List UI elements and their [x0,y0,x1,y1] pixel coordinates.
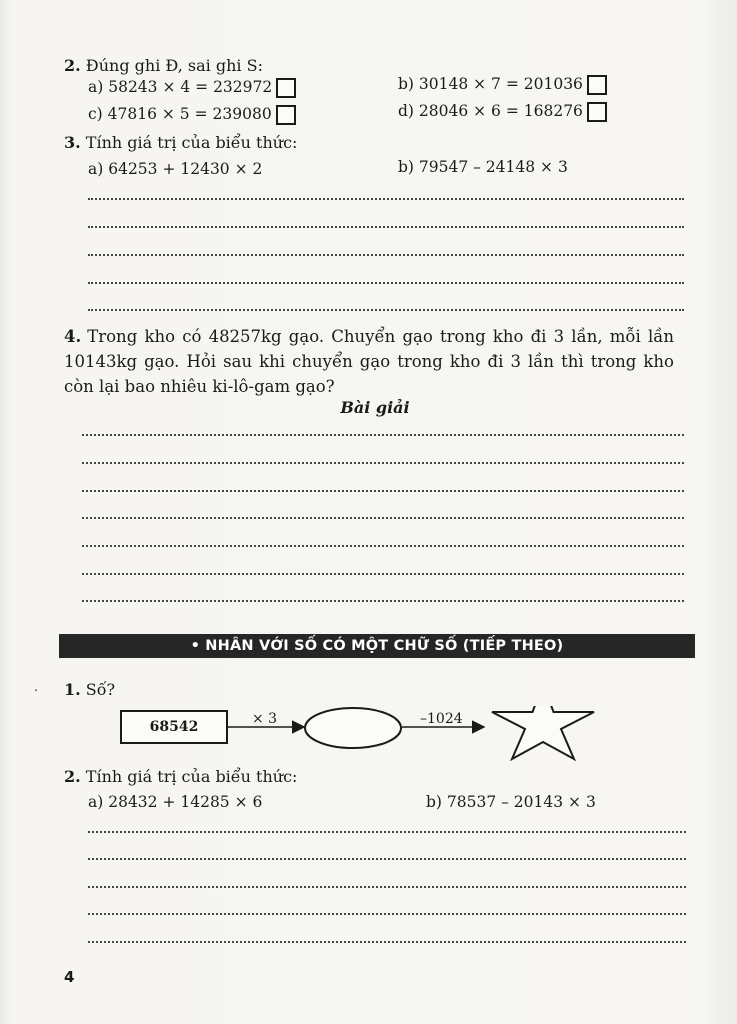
answer-line[interactable] [88,913,686,915]
answer-line[interactable] [88,858,686,860]
question-2a [88,77,296,98]
question-2c [88,104,296,125]
answer-line[interactable] [82,600,684,602]
question-2b-text: b) 30148 × 7 = 201036 [398,75,583,93]
question-3-heading [64,133,297,153]
answer-box-2b[interactable] [587,75,607,95]
answer-line[interactable] [88,254,684,256]
answer-line[interactable] [88,226,684,228]
question-3b: b) 79547 – 24148 × 3 [398,158,568,176]
solution-title: Bài giải [340,398,410,417]
question-2c-text: c) 47816 × 5 = 239080 [88,105,272,123]
operation-1-label: × 3 [252,711,278,727]
answer-line[interactable] [82,517,684,519]
start-number-box: 68542 [120,710,228,744]
question-2-title: Đúng ghi Đ, sai ghi S: [85,56,263,75]
question-2d-text: d) 28046 × 6 = 168276 [398,102,583,120]
answer-star [492,706,594,759]
answer-line[interactable] [88,886,686,888]
answer-line[interactable] [88,941,686,943]
section-question-1-number: 1. [64,680,81,699]
answer-box-2a[interactable] [276,78,296,98]
page-number: 4 [64,968,75,986]
section-question-2-heading [64,767,297,787]
answer-box-2d[interactable] [587,102,607,122]
section-question-2a: a) 28432 + 14285 × 6 [88,793,263,811]
question-2-number: 2. [64,56,81,75]
answer-ellipse [305,708,401,748]
question-2-heading [64,56,263,76]
answer-line[interactable] [88,831,686,833]
answer-line[interactable] [88,282,684,284]
question-4-paragraph [64,324,674,399]
question-2a-text: a) 58243 × 4 = 232972 [88,78,273,96]
question-2b [398,74,607,95]
answer-line[interactable] [88,309,684,311]
section-question-2-title: Tính giá trị của biểu thức: [85,767,298,786]
question-4-text: Trong kho có 48257kg gạo. Chuyển gạo trong kho đi 3 lần, mỗi lần 10143kg gạo. Hỏi sau khi chuyển gạo trong kho đi 3 lần thì trong kho còn lại bao nhiêu ki-lô-gam gạo? [64,327,674,396]
answer-box-2c[interactable] [276,105,296,125]
operation-flow [228,706,608,776]
answer-line[interactable] [82,573,684,575]
flow-diagram [228,706,608,776]
answer-line[interactable] [82,490,684,492]
question-4-number: 4. [64,327,82,346]
question-3-number: 3. [64,133,81,152]
section-question-2b: b) 78537 – 20143 × 3 [426,793,596,811]
answer-line[interactable] [88,198,684,200]
question-3a: a) 64253 + 12430 × 2 [88,160,263,178]
spacer [600,676,608,678]
answer-line[interactable] [82,462,684,464]
section-question-2-number: 2. [64,767,81,786]
section-banner: • NHÂN VỚI SỐ CÓ MỘT CHỮ SỐ (TIẾP THEO) [59,634,695,658]
answer-line[interactable] [82,434,684,436]
question-2d [398,101,607,122]
section-question-1-heading [64,680,115,700]
answer-line[interactable] [82,545,684,547]
question-3-title: Tính giá trị của biểu thức: [85,133,298,152]
operation-2-label: –1024 [420,711,463,727]
margin-mark: . [34,680,38,694]
section-question-1-title: Số? [85,680,116,699]
